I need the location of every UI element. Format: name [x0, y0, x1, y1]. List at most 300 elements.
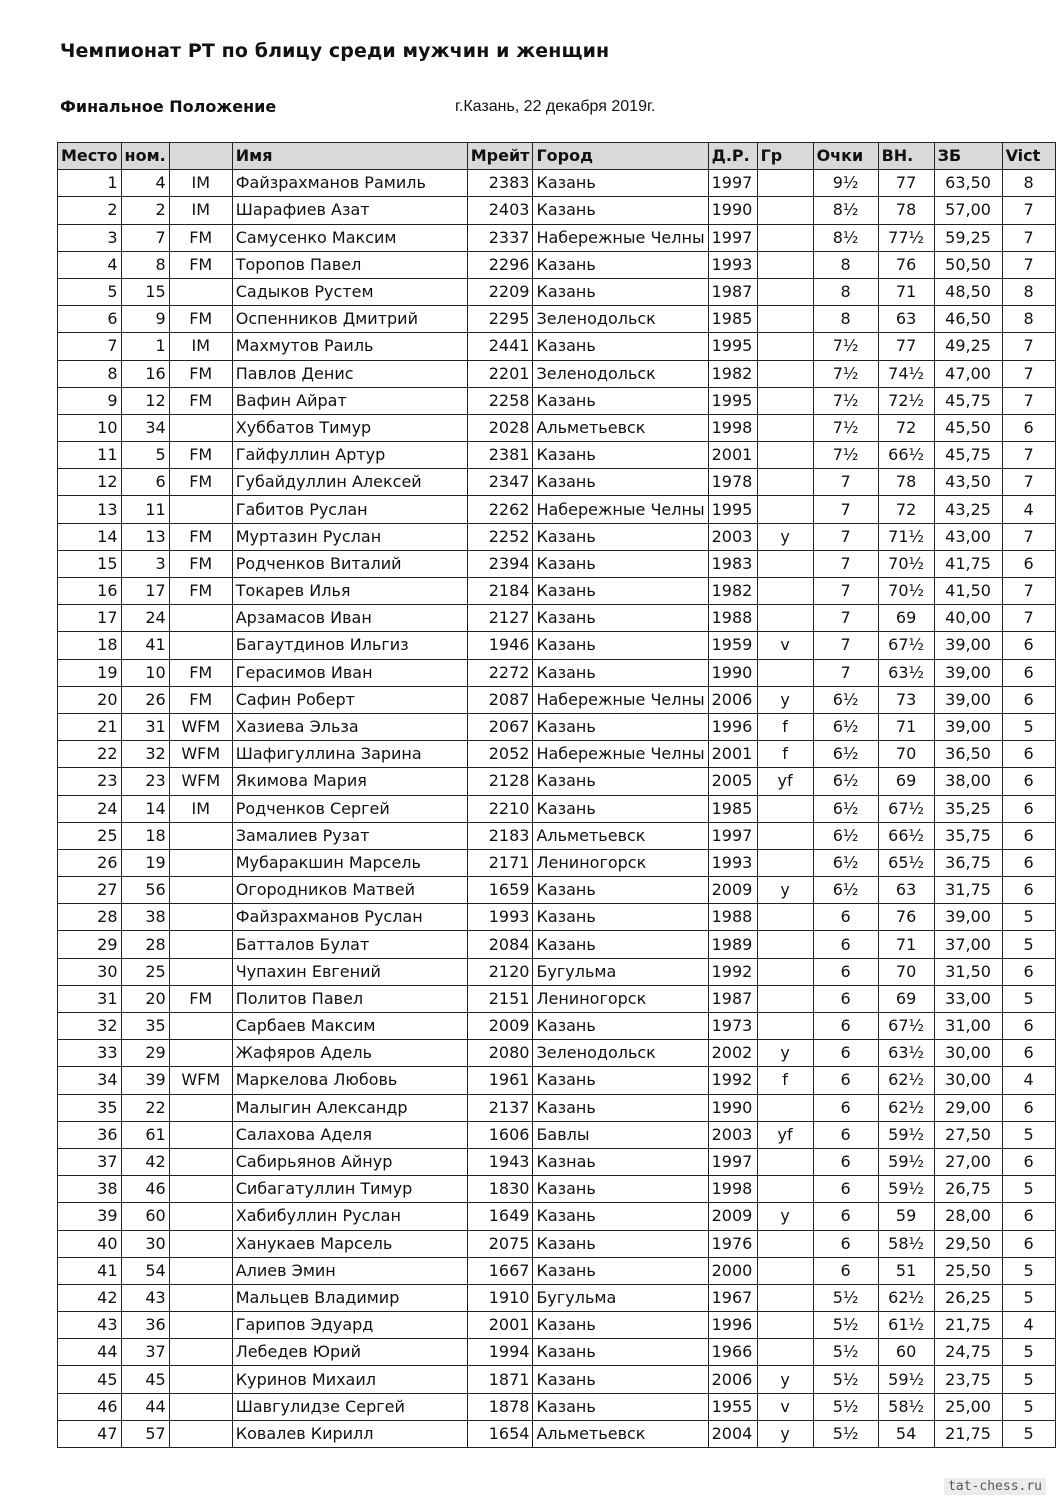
rating-cell: 2128 — [467, 768, 533, 795]
title-cell — [169, 1203, 232, 1230]
place-cell: 20 — [58, 686, 122, 713]
points-cell: 6 — [813, 1121, 878, 1148]
city-cell: Казань — [533, 1094, 708, 1121]
berger-cell: 36,75 — [934, 849, 1002, 876]
table-row — [58, 877, 1056, 904]
buchholz-cell: 77 — [878, 333, 934, 360]
name-cell: Чупахин Евгений — [232, 958, 467, 985]
victories-cell: 5 — [1002, 713, 1055, 740]
rating-cell: 1910 — [467, 1284, 533, 1311]
title-cell: FM — [169, 686, 232, 713]
number-cell: 10 — [121, 659, 169, 686]
table-row — [58, 1339, 1056, 1366]
name-cell: Шавгулидзе Сергей — [232, 1393, 467, 1420]
table-row — [58, 822, 1056, 849]
berger-cell: 57,00 — [934, 197, 1002, 224]
title-cell: FM — [169, 360, 232, 387]
birth-year-cell: 1997 — [708, 1148, 757, 1175]
berger-cell: 28,00 — [934, 1203, 1002, 1230]
place-cell: 8 — [58, 360, 122, 387]
city-cell: Казань — [533, 713, 708, 740]
buchholz-cell: 61½ — [878, 1312, 934, 1339]
group-cell: y — [757, 1040, 813, 1067]
table-row — [58, 1420, 1056, 1447]
buchholz-cell: 58½ — [878, 1393, 934, 1420]
victories-cell: 6 — [1002, 1040, 1055, 1067]
birth-year-cell: 1996 — [708, 713, 757, 740]
birth-year-cell: 1992 — [708, 1067, 757, 1094]
victories-cell: 4 — [1002, 496, 1055, 523]
birth-year-cell: 1987 — [708, 278, 757, 305]
name-cell: Родченков Сергей — [232, 795, 467, 822]
birth-year-cell: 1990 — [708, 1094, 757, 1121]
name-cell: Замалиев Рузат — [232, 822, 467, 849]
points-cell: 7½ — [813, 442, 878, 469]
berger-cell: 21,75 — [934, 1420, 1002, 1447]
city-cell: Казань — [533, 1203, 708, 1230]
title-cell — [169, 605, 232, 632]
title-cell — [169, 414, 232, 441]
name-cell: Ханукаев Марсель — [232, 1230, 467, 1257]
number-cell: 38 — [121, 904, 169, 931]
name-cell: Политов Павел — [232, 985, 467, 1012]
name-cell: Хуббатов Тимур — [232, 414, 467, 441]
number-cell: 15 — [121, 278, 169, 305]
place-cell: 47 — [58, 1420, 122, 1447]
group-cell: y — [757, 1366, 813, 1393]
rating-cell: 1961 — [467, 1067, 533, 1094]
buchholz-cell: 67½ — [878, 795, 934, 822]
rating-cell: 1994 — [467, 1339, 533, 1366]
city-cell: Казань — [533, 659, 708, 686]
group-cell: y — [757, 686, 813, 713]
place-cell: 27 — [58, 877, 122, 904]
rating-cell: 2441 — [467, 333, 533, 360]
points-cell: 6 — [813, 1176, 878, 1203]
table-row — [58, 1203, 1056, 1230]
points-cell: 5½ — [813, 1393, 878, 1420]
group-cell — [757, 931, 813, 958]
birth-year-cell: 1982 — [708, 360, 757, 387]
points-cell: 6½ — [813, 822, 878, 849]
group-cell — [757, 387, 813, 414]
birth-year-cell: 1983 — [708, 550, 757, 577]
table-row — [58, 360, 1056, 387]
city-cell: Бугульма — [533, 958, 708, 985]
place-cell: 24 — [58, 795, 122, 822]
city-cell: Казань — [533, 931, 708, 958]
birth-year-cell: 1998 — [708, 414, 757, 441]
group-cell — [757, 795, 813, 822]
berger-cell: 29,00 — [934, 1094, 1002, 1121]
birth-year-cell: 1990 — [708, 197, 757, 224]
rating-cell: 2052 — [467, 741, 533, 768]
rating-cell: 2383 — [467, 170, 533, 197]
berger-cell: 39,00 — [934, 904, 1002, 931]
group-cell — [757, 904, 813, 931]
number-cell: 4 — [121, 170, 169, 197]
rating-cell: 2403 — [467, 197, 533, 224]
name-cell: Салахова Аделя — [232, 1121, 467, 1148]
victories-cell: 6 — [1002, 550, 1055, 577]
points-cell: 8½ — [813, 224, 878, 251]
city-cell: Бугульма — [533, 1284, 708, 1311]
rating-cell: 1830 — [467, 1176, 533, 1203]
city-cell: Набережные Челны — [533, 686, 708, 713]
buchholz-cell: 62½ — [878, 1284, 934, 1311]
title-cell: FM — [169, 550, 232, 577]
birth-year-cell: 1989 — [708, 931, 757, 958]
points-cell: 7 — [813, 523, 878, 550]
place-cell: 3 — [58, 224, 122, 251]
number-cell: 31 — [121, 713, 169, 740]
berger-cell: 43,50 — [934, 469, 1002, 496]
berger-cell: 35,75 — [934, 822, 1002, 849]
rating-cell: 1667 — [467, 1257, 533, 1284]
place-cell: 45 — [58, 1366, 122, 1393]
birth-year-cell: 1966 — [708, 1339, 757, 1366]
birth-year-cell: 1995 — [708, 333, 757, 360]
points-cell: 6 — [813, 904, 878, 931]
birth-year-cell: 1987 — [708, 985, 757, 1012]
victories-cell: 7 — [1002, 251, 1055, 278]
victories-cell: 7 — [1002, 523, 1055, 550]
buchholz-cell: 60 — [878, 1339, 934, 1366]
city-cell: Казань — [533, 1393, 708, 1420]
table-row — [58, 197, 1056, 224]
title-cell — [169, 1148, 232, 1175]
birth-year-cell: 2001 — [708, 741, 757, 768]
place-cell: 22 — [58, 741, 122, 768]
birth-year-cell: 2000 — [708, 1257, 757, 1284]
group-cell — [757, 822, 813, 849]
group-cell — [757, 1013, 813, 1040]
name-cell: Родченков Виталий — [232, 550, 467, 577]
number-cell: 2 — [121, 197, 169, 224]
birth-year-cell: 1990 — [708, 659, 757, 686]
table-row — [58, 550, 1056, 577]
buchholz-cell: 59½ — [878, 1176, 934, 1203]
city-cell: Казань — [533, 1366, 708, 1393]
buchholz-cell: 71 — [878, 278, 934, 305]
rating-cell: 2296 — [467, 251, 533, 278]
buchholz-cell: 72 — [878, 414, 934, 441]
buchholz-cell: 71½ — [878, 523, 934, 550]
name-cell: Якимова Мария — [232, 768, 467, 795]
points-cell: 6 — [813, 985, 878, 1012]
rating-cell: 1943 — [467, 1148, 533, 1175]
group-cell — [757, 224, 813, 251]
berger-cell: 39,00 — [934, 632, 1002, 659]
city-cell: Казань — [533, 632, 708, 659]
rating-cell: 2394 — [467, 550, 533, 577]
birth-year-cell: 1997 — [708, 822, 757, 849]
group-cell: y — [757, 523, 813, 550]
rating-cell: 2209 — [467, 278, 533, 305]
points-cell: 7 — [813, 632, 878, 659]
victories-cell: 5 — [1002, 904, 1055, 931]
victories-cell: 6 — [1002, 632, 1055, 659]
rating-cell: 1993 — [467, 904, 533, 931]
points-cell: 8½ — [813, 197, 878, 224]
table-row — [58, 442, 1056, 469]
victories-cell: 5 — [1002, 1366, 1055, 1393]
number-cell: 7 — [121, 224, 169, 251]
table-row — [58, 795, 1056, 822]
berger-cell: 37,00 — [934, 931, 1002, 958]
table-row — [58, 1040, 1056, 1067]
number-cell: 41 — [121, 632, 169, 659]
buchholz-cell: 76 — [878, 251, 934, 278]
name-cell: Лебедев Юрий — [232, 1339, 467, 1366]
birth-year-cell: 1995 — [708, 496, 757, 523]
victories-cell: 7 — [1002, 442, 1055, 469]
name-cell: Самусенко Максим — [232, 224, 467, 251]
rating-cell: 1659 — [467, 877, 533, 904]
city-cell: Альметьевск — [533, 414, 708, 441]
city-cell: Казань — [533, 904, 708, 931]
number-cell: 34 — [121, 414, 169, 441]
victories-cell: 5 — [1002, 931, 1055, 958]
buchholz-cell: 66½ — [878, 442, 934, 469]
number-cell: 61 — [121, 1121, 169, 1148]
berger-cell: 49,25 — [934, 333, 1002, 360]
place-cell: 6 — [58, 306, 122, 333]
group-cell — [757, 659, 813, 686]
group-cell: v — [757, 1393, 813, 1420]
points-cell: 8 — [813, 278, 878, 305]
buchholz-cell: 63½ — [878, 1040, 934, 1067]
berger-cell: 31,75 — [934, 877, 1002, 904]
group-cell — [757, 1148, 813, 1175]
number-cell: 22 — [121, 1094, 169, 1121]
number-cell: 5 — [121, 442, 169, 469]
victories-cell: 5 — [1002, 1339, 1055, 1366]
table-row — [58, 632, 1056, 659]
birth-year-cell: 1967 — [708, 1284, 757, 1311]
col-header-place: Место — [58, 143, 122, 170]
group-cell: v — [757, 632, 813, 659]
berger-cell: 63,50 — [934, 170, 1002, 197]
results-table — [57, 142, 1056, 1448]
rating-cell: 2272 — [467, 659, 533, 686]
birth-year-cell: 2005 — [708, 768, 757, 795]
table-row — [58, 741, 1056, 768]
title-cell — [169, 1040, 232, 1067]
number-cell: 14 — [121, 795, 169, 822]
number-cell: 37 — [121, 1339, 169, 1366]
rating-cell: 2120 — [467, 958, 533, 985]
name-cell: Алиев Эмин — [232, 1257, 467, 1284]
rating-cell: 2075 — [467, 1230, 533, 1257]
title-cell — [169, 849, 232, 876]
city-cell: Казань — [533, 469, 708, 496]
rating-cell: 2028 — [467, 414, 533, 441]
buchholz-cell: 51 — [878, 1257, 934, 1284]
title-cell: WFM — [169, 768, 232, 795]
group-cell — [757, 1339, 813, 1366]
table-row — [58, 931, 1056, 958]
buchholz-cell: 69 — [878, 768, 934, 795]
victories-cell: 6 — [1002, 1013, 1055, 1040]
number-cell: 56 — [121, 877, 169, 904]
buchholz-cell: 73 — [878, 686, 934, 713]
city-cell: Казань — [533, 251, 708, 278]
group-cell — [757, 251, 813, 278]
rating-cell: 2183 — [467, 822, 533, 849]
group-cell — [757, 197, 813, 224]
points-cell: 7½ — [813, 387, 878, 414]
berger-cell: 39,00 — [934, 713, 1002, 740]
place-cell: 32 — [58, 1013, 122, 1040]
rating-cell: 2252 — [467, 523, 533, 550]
city-cell: Казань — [533, 1067, 708, 1094]
victories-cell: 7 — [1002, 605, 1055, 632]
rating-cell: 2087 — [467, 686, 533, 713]
title-cell: WFM — [169, 1067, 232, 1094]
number-cell: 30 — [121, 1230, 169, 1257]
name-cell: Файзрахманов Руслан — [232, 904, 467, 931]
berger-cell: 59,25 — [934, 224, 1002, 251]
place-cell: 12 — [58, 469, 122, 496]
birth-year-cell: 1997 — [708, 170, 757, 197]
victories-cell: 7 — [1002, 333, 1055, 360]
rating-cell: 2080 — [467, 1040, 533, 1067]
city-cell: Казань — [533, 578, 708, 605]
points-cell: 7 — [813, 605, 878, 632]
victories-cell: 6 — [1002, 822, 1055, 849]
col-header-berger: ЗБ — [934, 143, 1002, 170]
name-cell: Куринов Михаил — [232, 1366, 467, 1393]
col-header-points: Очки — [813, 143, 878, 170]
name-cell: Шарафиев Азат — [232, 197, 467, 224]
title-cell — [169, 1230, 232, 1257]
buchholz-cell: 67½ — [878, 632, 934, 659]
title-cell: FM — [169, 387, 232, 414]
title-cell: FM — [169, 578, 232, 605]
rating-cell: 2210 — [467, 795, 533, 822]
name-cell: Арзамасов Иван — [232, 605, 467, 632]
points-cell: 6 — [813, 1203, 878, 1230]
rating-cell: 1649 — [467, 1203, 533, 1230]
birth-year-cell: 1985 — [708, 795, 757, 822]
place-cell: 43 — [58, 1312, 122, 1339]
birth-year-cell: 1988 — [708, 605, 757, 632]
rating-cell: 2084 — [467, 931, 533, 958]
victories-cell: 6 — [1002, 795, 1055, 822]
victories-cell: 8 — [1002, 278, 1055, 305]
birth-year-cell: 1982 — [708, 578, 757, 605]
buchholz-cell: 58½ — [878, 1230, 934, 1257]
title-cell: FM — [169, 306, 232, 333]
name-cell: Токарев Илья — [232, 578, 467, 605]
birth-year-cell: 1959 — [708, 632, 757, 659]
table-row — [58, 251, 1056, 278]
buchholz-cell: 71 — [878, 931, 934, 958]
number-cell: 42 — [121, 1148, 169, 1175]
victories-cell: 6 — [1002, 741, 1055, 768]
document-title: Чемпионат РТ по блицу среди мужчин и женщин — [60, 40, 610, 62]
group-cell — [757, 414, 813, 441]
number-cell: 35 — [121, 1013, 169, 1040]
name-cell: Малыгин Александр — [232, 1094, 467, 1121]
buchholz-cell: 74½ — [878, 360, 934, 387]
name-cell: Сафин Роберт — [232, 686, 467, 713]
number-cell: 11 — [121, 496, 169, 523]
buchholz-cell: 59½ — [878, 1148, 934, 1175]
group-cell: y — [757, 1420, 813, 1447]
points-cell: 5½ — [813, 1420, 878, 1447]
place-cell: 7 — [58, 333, 122, 360]
title-cell — [169, 877, 232, 904]
birth-year-cell: 1992 — [708, 958, 757, 985]
points-cell: 7 — [813, 496, 878, 523]
col-header-name: Имя — [232, 143, 467, 170]
victories-cell: 5 — [1002, 1284, 1055, 1311]
place-cell: 34 — [58, 1067, 122, 1094]
table-row — [58, 659, 1056, 686]
title-cell: IM — [169, 333, 232, 360]
buchholz-cell: 71 — [878, 713, 934, 740]
rating-cell: 2258 — [467, 387, 533, 414]
rating-cell: 1946 — [467, 632, 533, 659]
victories-cell: 5 — [1002, 1121, 1055, 1148]
buchholz-cell: 65½ — [878, 849, 934, 876]
points-cell: 6 — [813, 1013, 878, 1040]
victories-cell: 5 — [1002, 1176, 1055, 1203]
victories-cell: 6 — [1002, 686, 1055, 713]
buchholz-cell: 78 — [878, 469, 934, 496]
place-cell: 33 — [58, 1040, 122, 1067]
place-cell: 19 — [58, 659, 122, 686]
victories-cell: 6 — [1002, 1203, 1055, 1230]
group-cell — [757, 985, 813, 1012]
table-row — [58, 523, 1056, 550]
buchholz-cell: 77 — [878, 170, 934, 197]
title-cell: IM — [169, 170, 232, 197]
number-cell: 54 — [121, 1257, 169, 1284]
victories-cell: 6 — [1002, 1148, 1055, 1175]
buchholz-cell: 69 — [878, 985, 934, 1012]
number-cell: 12 — [121, 387, 169, 414]
table-row — [58, 686, 1056, 713]
victories-cell: 7 — [1002, 197, 1055, 224]
number-cell: 23 — [121, 768, 169, 795]
title-cell — [169, 278, 232, 305]
place-cell: 5 — [58, 278, 122, 305]
group-cell — [757, 333, 813, 360]
col-header-group: Гр — [757, 143, 813, 170]
points-cell: 9½ — [813, 170, 878, 197]
berger-cell: 33,00 — [934, 985, 1002, 1012]
table-row — [58, 1121, 1056, 1148]
buchholz-cell: 72 — [878, 496, 934, 523]
city-cell: Казань — [533, 605, 708, 632]
group-cell: yf — [757, 1121, 813, 1148]
birth-year-cell: 1955 — [708, 1393, 757, 1420]
victories-cell: 7 — [1002, 469, 1055, 496]
place-cell: 29 — [58, 931, 122, 958]
name-cell: Ковалев Кирилл — [232, 1420, 467, 1447]
number-cell: 24 — [121, 605, 169, 632]
number-cell: 16 — [121, 360, 169, 387]
berger-cell: 27,00 — [934, 1148, 1002, 1175]
berger-cell: 24,75 — [934, 1339, 1002, 1366]
city-cell: Казань — [533, 1339, 708, 1366]
buchholz-cell: 59 — [878, 1203, 934, 1230]
group-cell — [757, 550, 813, 577]
berger-cell: 35,25 — [934, 795, 1002, 822]
